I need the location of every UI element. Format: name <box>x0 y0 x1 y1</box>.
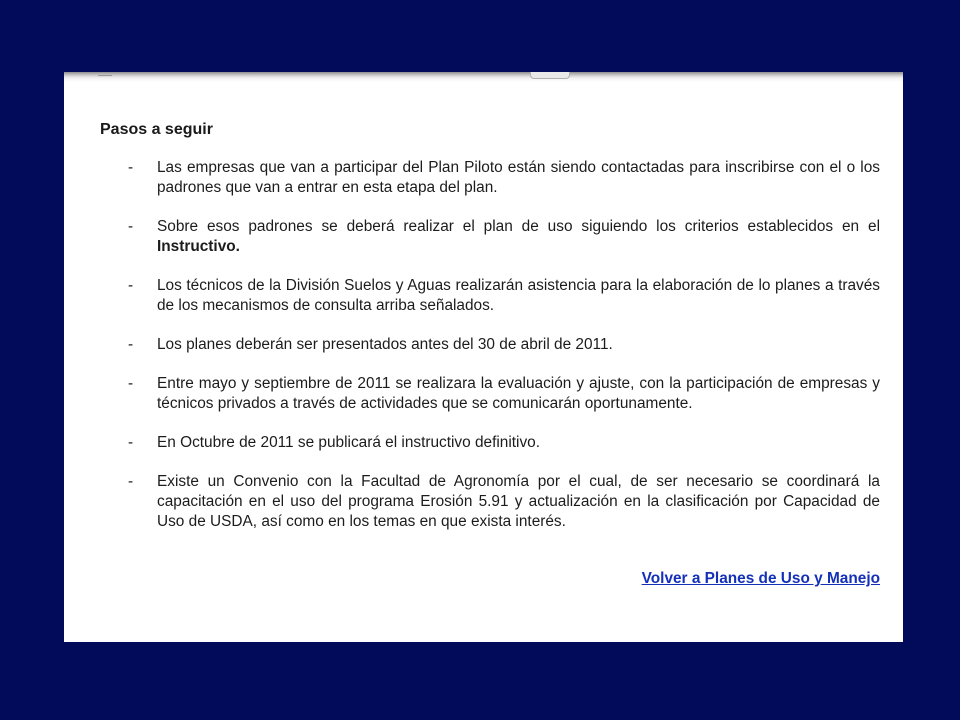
bullet-dash: - <box>128 375 134 392</box>
step-text: Existe un Convenio con la Facultad de Agronomía por el cual, de ser necesario se coordinará la capacitación en el uso del programa Erosión 5.91 y actualización en la clasificación por Capacidad de Uso de USDA, así como en los temas en que exista interés. <box>157 473 880 530</box>
bullet-dash: - <box>128 473 134 490</box>
window-edge-mark <box>98 72 112 76</box>
step-item-1 <box>100 158 880 198</box>
bullet-dash: - <box>128 277 134 294</box>
step-text: Los técnicos de la División Suelos y Aguas realizarán asistencia para la elaboración de lo planes a través de los mecanismos de consulta arriba señalados. <box>157 277 880 314</box>
bullet-dash: - <box>128 434 134 451</box>
bullet-dash: - <box>128 159 134 176</box>
step-item-3 <box>100 276 880 316</box>
window-top-edge <box>64 72 903 82</box>
steps-list <box>100 158 880 551</box>
step-text: Las empresas que van a participar del Plan Piloto están siendo contactadas para inscribirse con el o los padrones que van a entrar en esta etapa del plan. <box>157 159 880 196</box>
step-text: En Octubre de 2011 se publicará el instructivo definitivo. <box>157 434 540 451</box>
bullet-dash: - <box>128 336 134 353</box>
step-item-5 <box>100 374 880 414</box>
step-item-2 <box>100 217 880 257</box>
step-text: Entre mayo y septiembre de 2011 se realizara la evaluación y ajuste, con la participación de empresas y técnicos privados a través de actividades que se comunicarán oportunamente. <box>157 375 880 412</box>
back-to-plans-link[interactable]: Volver a Planes de Uso y Manejo <box>641 570 880 587</box>
step-item-4 <box>100 335 880 355</box>
step-text: Sobre esos padrones se deberá realizar el plan de uso siguiendo los criterios establecidos en el <box>157 218 880 235</box>
step-item-7 <box>100 472 880 532</box>
step-bold-text: Instructivo. <box>157 238 240 255</box>
step-text: Los planes deberán ser presentados antes del 30 de abril de 2011. <box>157 336 613 353</box>
bullet-dash: - <box>128 218 134 235</box>
page-heading: Pasos a seguir <box>100 121 213 138</box>
step-item-6 <box>100 433 880 453</box>
page-screenshot <box>64 72 903 642</box>
window-tab-handle[interactable] <box>530 72 570 79</box>
